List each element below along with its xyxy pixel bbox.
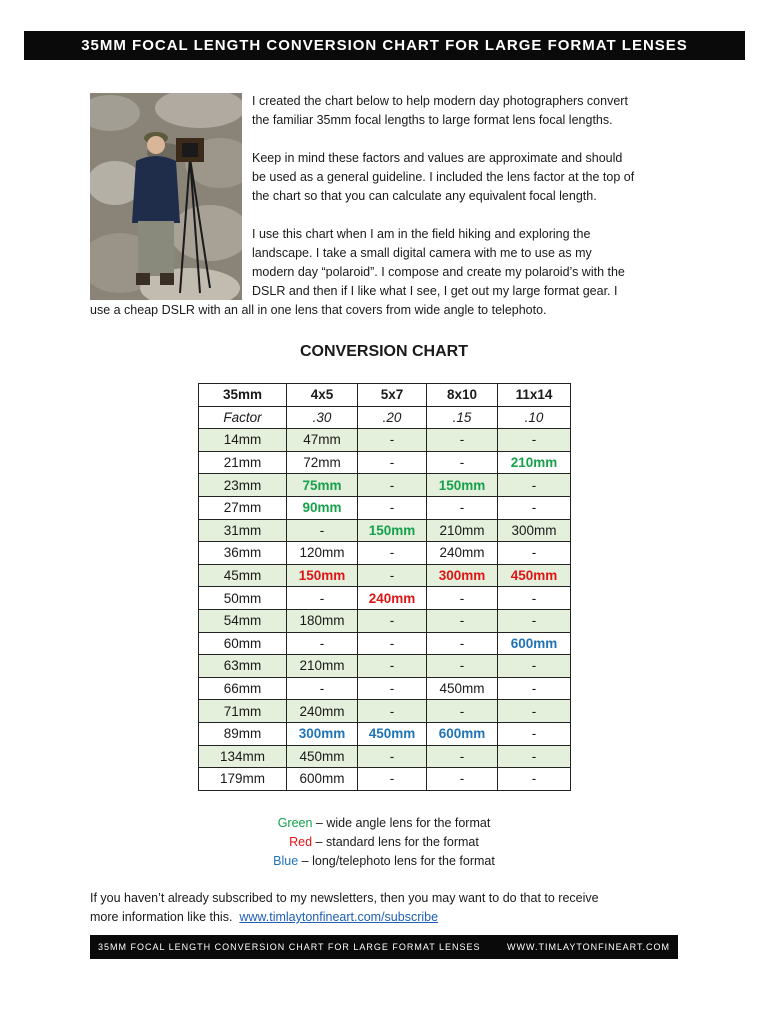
table-cell: - bbox=[498, 722, 571, 745]
table-row bbox=[199, 655, 571, 678]
table-row bbox=[199, 677, 571, 700]
table-cell: 450mm bbox=[427, 677, 498, 700]
newsletter-paragraph bbox=[90, 889, 690, 927]
table-cell: - bbox=[427, 655, 498, 678]
intro-line: the familiar 35mm focal lengths to large format lens focal lengths. bbox=[252, 113, 613, 127]
table-cell: 150mm bbox=[358, 519, 427, 542]
table-cell: 450mm bbox=[287, 745, 358, 768]
table-cell: - bbox=[498, 429, 571, 452]
intro-line: I created the chart below to help modern day photographers convert bbox=[252, 94, 628, 108]
table-cell: 90mm bbox=[287, 496, 358, 519]
table-cell: 210mm bbox=[427, 519, 498, 542]
table-cell: 23mm bbox=[199, 474, 287, 497]
table-cell: - bbox=[427, 768, 498, 791]
intro-line: Keep in mind these factors and values are approximate and should bbox=[252, 151, 623, 165]
table-cell: - bbox=[358, 632, 427, 655]
table-cell: 179mm bbox=[199, 768, 287, 791]
table-cell: - bbox=[498, 655, 571, 678]
header-bar bbox=[24, 31, 745, 60]
table-cell: - bbox=[358, 609, 427, 632]
table-cell: 71mm bbox=[199, 700, 287, 723]
table-factor-row bbox=[199, 406, 571, 429]
table-cell: - bbox=[498, 542, 571, 565]
table-cell: - bbox=[358, 542, 427, 565]
subscribe-link[interactable]: www.timlaytonfineart.com/subscribe bbox=[239, 910, 439, 924]
legend-blue-text: – long/telephoto lens for the format bbox=[298, 854, 495, 868]
section-title: CONVERSION CHART bbox=[299, 343, 468, 360]
legend-green-word: Green bbox=[277, 816, 313, 830]
table-cell: - bbox=[498, 609, 571, 632]
table-row bbox=[199, 542, 571, 565]
table-cell: 5x7 bbox=[358, 384, 427, 407]
outro-line-text: more information like this. bbox=[90, 910, 240, 924]
table-cell: 14mm bbox=[199, 429, 287, 452]
table-cell: 36mm bbox=[199, 542, 287, 565]
table-cell: 150mm bbox=[287, 564, 358, 587]
intro-line: landscape. I take a small digital camera with me to use as my bbox=[252, 246, 592, 260]
table-cell: - bbox=[498, 700, 571, 723]
outro-line-2 bbox=[90, 908, 690, 927]
table-cell: - bbox=[498, 768, 571, 791]
table-cell: - bbox=[358, 429, 427, 452]
color-legend bbox=[0, 814, 768, 871]
table-cell: 4x5 bbox=[287, 384, 358, 407]
table-cell: - bbox=[358, 655, 427, 678]
intro-line: I use this chart when I am in the field hiking and exploring the bbox=[252, 227, 591, 241]
table-cell: .15 bbox=[427, 406, 498, 429]
table-cell: 72mm bbox=[287, 451, 358, 474]
table-row bbox=[199, 564, 571, 587]
intro-line: modern day “polaroid”. I compose and create my polaroid’s with the bbox=[252, 265, 625, 279]
table-cell: - bbox=[287, 632, 358, 655]
intro-line: use a cheap DSLR with an all in one lens that covers from wide angle to telephoto. bbox=[90, 303, 547, 317]
table-cell: - bbox=[427, 429, 498, 452]
table-cell: - bbox=[427, 451, 498, 474]
conversion-table bbox=[198, 383, 571, 791]
table-row bbox=[199, 632, 571, 655]
table-cell: - bbox=[427, 745, 498, 768]
table-cell: - bbox=[427, 700, 498, 723]
table-row bbox=[199, 609, 571, 632]
table-cell: - bbox=[287, 677, 358, 700]
table-cell: - bbox=[287, 587, 358, 610]
table-cell: - bbox=[358, 677, 427, 700]
table-cell: - bbox=[427, 587, 498, 610]
legend-green-text: – wide angle lens for the format bbox=[312, 816, 491, 830]
table-cell: - bbox=[498, 587, 571, 610]
legend-red-word: Red bbox=[289, 835, 313, 849]
table-cell: 63mm bbox=[199, 655, 287, 678]
table-cell: 300mm bbox=[498, 519, 571, 542]
table-cell: 35mm bbox=[199, 384, 287, 407]
table-cell: 210mm bbox=[287, 655, 358, 678]
table-cell: - bbox=[287, 519, 358, 542]
table-cell: 134mm bbox=[199, 745, 287, 768]
table-cell: 54mm bbox=[199, 609, 287, 632]
table-row bbox=[199, 700, 571, 723]
table-cell: - bbox=[358, 768, 427, 791]
legend-green bbox=[0, 814, 768, 833]
table-cell: 600mm bbox=[498, 632, 571, 655]
table-cell: 600mm bbox=[427, 722, 498, 745]
legend-blue bbox=[0, 852, 768, 871]
table-cell: - bbox=[358, 474, 427, 497]
table-cell: - bbox=[427, 632, 498, 655]
intro-line: DSLR and then if I like what I see, I get out my large format gear. I bbox=[252, 284, 618, 298]
table-row bbox=[199, 768, 571, 791]
table-cell: .10 bbox=[498, 406, 571, 429]
table-cell: 45mm bbox=[199, 564, 287, 587]
table-cell: 240mm bbox=[427, 542, 498, 565]
table-cell: 300mm bbox=[427, 564, 498, 587]
table-cell: 600mm bbox=[287, 768, 358, 791]
table-cell: 8x10 bbox=[427, 384, 498, 407]
table-cell: - bbox=[358, 451, 427, 474]
table-cell: - bbox=[427, 609, 498, 632]
table-cell: - bbox=[358, 564, 427, 587]
table-cell: 75mm bbox=[287, 474, 358, 497]
table-cell: - bbox=[498, 496, 571, 519]
table-row bbox=[199, 587, 571, 610]
intro-line: be used as a general guideline. I included the lens factor at the top of bbox=[252, 170, 635, 184]
table-cell: 27mm bbox=[199, 496, 287, 519]
table-row bbox=[199, 519, 571, 542]
table-cell: .30 bbox=[287, 406, 358, 429]
table-row bbox=[199, 474, 571, 497]
footer-title: 35MM FOCAL LENGTH CONVERSION CHART FOR LARGE FORMAT LENSES bbox=[98, 942, 481, 952]
table-cell: 450mm bbox=[498, 564, 571, 587]
table-cell: 240mm bbox=[287, 700, 358, 723]
table-cell: 60mm bbox=[199, 632, 287, 655]
table-cell: 150mm bbox=[427, 474, 498, 497]
table-cell: - bbox=[498, 677, 571, 700]
table-cell: 120mm bbox=[287, 542, 358, 565]
outro-line: If you haven’t already subscribed to my newsletters, then you may want to do that to receive bbox=[90, 891, 599, 905]
table-row bbox=[199, 429, 571, 452]
table-cell: .20 bbox=[358, 406, 427, 429]
table-cell: 21mm bbox=[199, 451, 287, 474]
table-row bbox=[199, 451, 571, 474]
intro-line: the chart so that you can calculate any equivalent focal length. bbox=[252, 189, 597, 203]
document-title: 35MM FOCAL LENGTH CONVERSION CHART FOR LARGE FORMAT LENSES bbox=[81, 37, 688, 54]
table-cell: 450mm bbox=[358, 722, 427, 745]
author-photo bbox=[90, 93, 242, 300]
table-cell: 89mm bbox=[199, 722, 287, 745]
footer-bar bbox=[90, 935, 678, 959]
table-cell: 11x14 bbox=[498, 384, 571, 407]
table-cell: 31mm bbox=[199, 519, 287, 542]
table-cell: - bbox=[498, 745, 571, 768]
table-cell: - bbox=[498, 474, 571, 497]
table-cell: 180mm bbox=[287, 609, 358, 632]
table-cell: 240mm bbox=[358, 587, 427, 610]
table-cell: 300mm bbox=[287, 722, 358, 745]
table-row bbox=[199, 745, 571, 768]
table-row bbox=[199, 496, 571, 519]
table-cell: - bbox=[427, 496, 498, 519]
legend-red bbox=[0, 833, 768, 852]
table-header-row bbox=[199, 384, 571, 407]
table-cell: 47mm bbox=[287, 429, 358, 452]
table-row bbox=[199, 722, 571, 745]
table-cell: - bbox=[358, 745, 427, 768]
table-cell: - bbox=[358, 496, 427, 519]
table-cell: 210mm bbox=[498, 451, 571, 474]
table-cell: - bbox=[358, 700, 427, 723]
legend-red-text: – standard lens for the format bbox=[312, 835, 479, 849]
table-cell: 66mm bbox=[199, 677, 287, 700]
legend-blue-word: Blue bbox=[273, 854, 299, 868]
table-cell: 50mm bbox=[199, 587, 287, 610]
table-cell: Factor bbox=[199, 406, 287, 429]
footer-website: WWW.TIMLAYTONFINEART.COM bbox=[507, 942, 670, 952]
